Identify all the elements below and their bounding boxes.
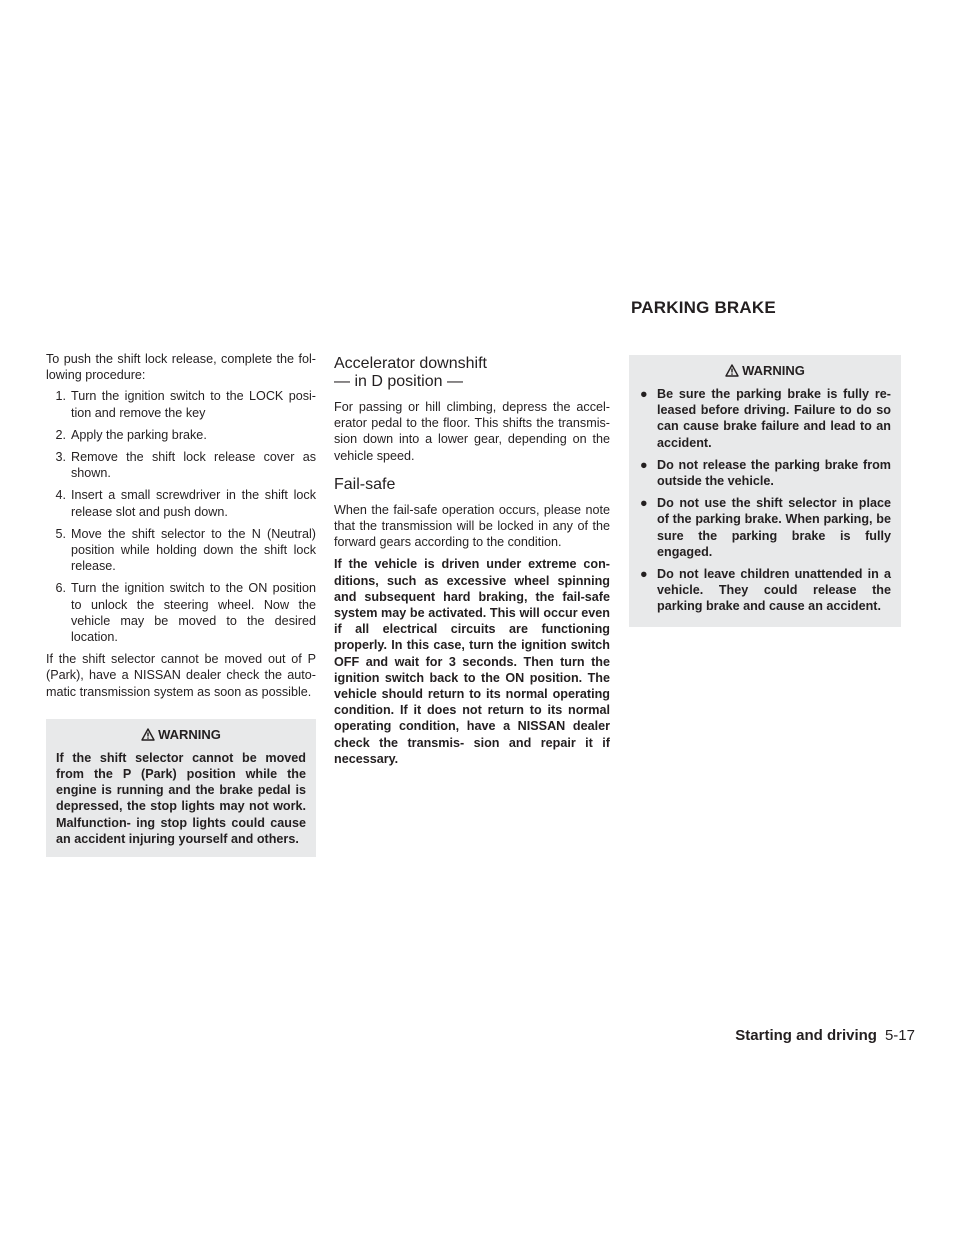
step-text: Apply the parking brake. bbox=[71, 427, 207, 442]
step-number: 6. bbox=[55, 581, 66, 596]
fail-safe-heading: Fail-safe bbox=[334, 475, 396, 493]
warning-triangle-icon bbox=[725, 364, 739, 377]
bullet-icon: ● bbox=[640, 387, 648, 401]
bullet-icon: ● bbox=[640, 496, 648, 511]
step-item bbox=[46, 427, 316, 443]
warning-item bbox=[639, 566, 891, 615]
intro-paragraph: To push the shift lock release, complete the fol- lowing procedure: bbox=[46, 352, 316, 383]
warning-item-text: Do not release the parking brake from outside the vehicle. bbox=[657, 457, 891, 489]
warning-body: If the shift selector cannot be moved from the P (Park) position while the engine is running and the brake pedal is depressed, the stop lights may not work. Malfunction- ing stop lights could cause an accident injuring yourself and others. bbox=[56, 750, 306, 846]
page-footer bbox=[735, 1027, 915, 1044]
warning-item bbox=[639, 457, 891, 489]
chapter-title: Starting and driving bbox=[735, 1027, 877, 1044]
warning-title: WARNING bbox=[158, 726, 221, 742]
step-item bbox=[46, 388, 316, 420]
step-item bbox=[46, 526, 316, 575]
warning-header bbox=[56, 727, 306, 742]
step-number: 4. bbox=[55, 488, 66, 503]
warning-triangle-icon bbox=[141, 728, 155, 741]
heading-line-1: Accelerator downshift bbox=[334, 355, 487, 372]
heading-line-2: — in D position — bbox=[334, 373, 463, 390]
warning-list bbox=[639, 386, 891, 615]
procedure-steps bbox=[46, 388, 316, 645]
warning-box bbox=[46, 719, 316, 857]
accelerator-paragraph: For passing or hill climbing, depress the accel- erator pedal to the floor. This shifts the transmis- sion down into a lower gear, depending on the vehicle speed. bbox=[334, 400, 610, 463]
fail-safe-bold-paragraph: If the vehicle is driven under extreme con- ditions, such as excessive wheel spinning and subsequent hard braking, the fail-safe system may be activated. This will occur even if all electrical circuits are functioning properly. In this case, turn the ignition switch OFF and wait for 3 seconds. Then turn the ignition switch back to the ON position. The vehicle should return to its normal operating condition. If it does not return to its normal operating condition, have a NISSAN dealer check the transmis- sion and repair it if necessary. bbox=[334, 557, 610, 766]
step-item bbox=[46, 580, 316, 645]
step-item bbox=[46, 449, 316, 481]
step-item bbox=[46, 487, 316, 519]
step-number: 2. bbox=[55, 427, 66, 442]
step-text: Turn the ignition switch to the ON position to unlock the steering wheel. Now the vehicle may be moved to the desired location. bbox=[71, 581, 316, 645]
step-text: Insert a small screwdriver in the shift lock release slot and push down. bbox=[71, 488, 316, 519]
warning-item-text: Do not leave children unattended in a vehicle. They could release the parking brake and cause an accident. bbox=[657, 567, 891, 614]
column-1 bbox=[46, 351, 316, 857]
step-number: 3. bbox=[55, 450, 66, 465]
section-title: PARKING BRAKE bbox=[631, 298, 776, 317]
parking-brake-warning-box bbox=[629, 355, 901, 627]
after-steps-paragraph: If the shift selector cannot be moved out of P (Park), have a NISSAN dealer check the auto- matic transmission system as soon as possible. bbox=[46, 652, 316, 699]
warning-item bbox=[639, 495, 891, 560]
bullet-icon: ● bbox=[640, 457, 648, 472]
column-2 bbox=[334, 355, 610, 767]
fail-safe-paragraph: When the fail-safe operation occurs, please note that the transmission will be locked in any of the forward gears according to the condition. bbox=[334, 502, 610, 550]
step-number: 5. bbox=[55, 526, 66, 541]
bullet-icon: ● bbox=[640, 567, 648, 582]
warning-title: WARNING bbox=[742, 363, 805, 378]
warning-item bbox=[639, 386, 891, 451]
step-text: Remove the shift lock release cover as shown. bbox=[71, 450, 316, 481]
warning-item-text: Do not use the shift selector in place of the parking brake. When parking, be sure the parking brake is fully engaged. bbox=[657, 496, 891, 559]
accelerator-downshift-heading bbox=[334, 355, 610, 391]
step-text: Move the shift selector to the N (Neutral) position while holding down the shift lock release. bbox=[71, 526, 316, 574]
page-number: 5-17 bbox=[884, 1027, 915, 1044]
step-text: Turn the ignition switch to the LOCK posi- tion and remove the key bbox=[71, 389, 316, 420]
column-3 bbox=[629, 355, 901, 627]
step-number: 1. bbox=[55, 389, 66, 404]
warning-header bbox=[639, 363, 891, 378]
warning-item-text: Be sure the parking brake is fully re- leased before driving. Failure to do so can cause brake failure and lead to an accident. bbox=[657, 387, 891, 450]
